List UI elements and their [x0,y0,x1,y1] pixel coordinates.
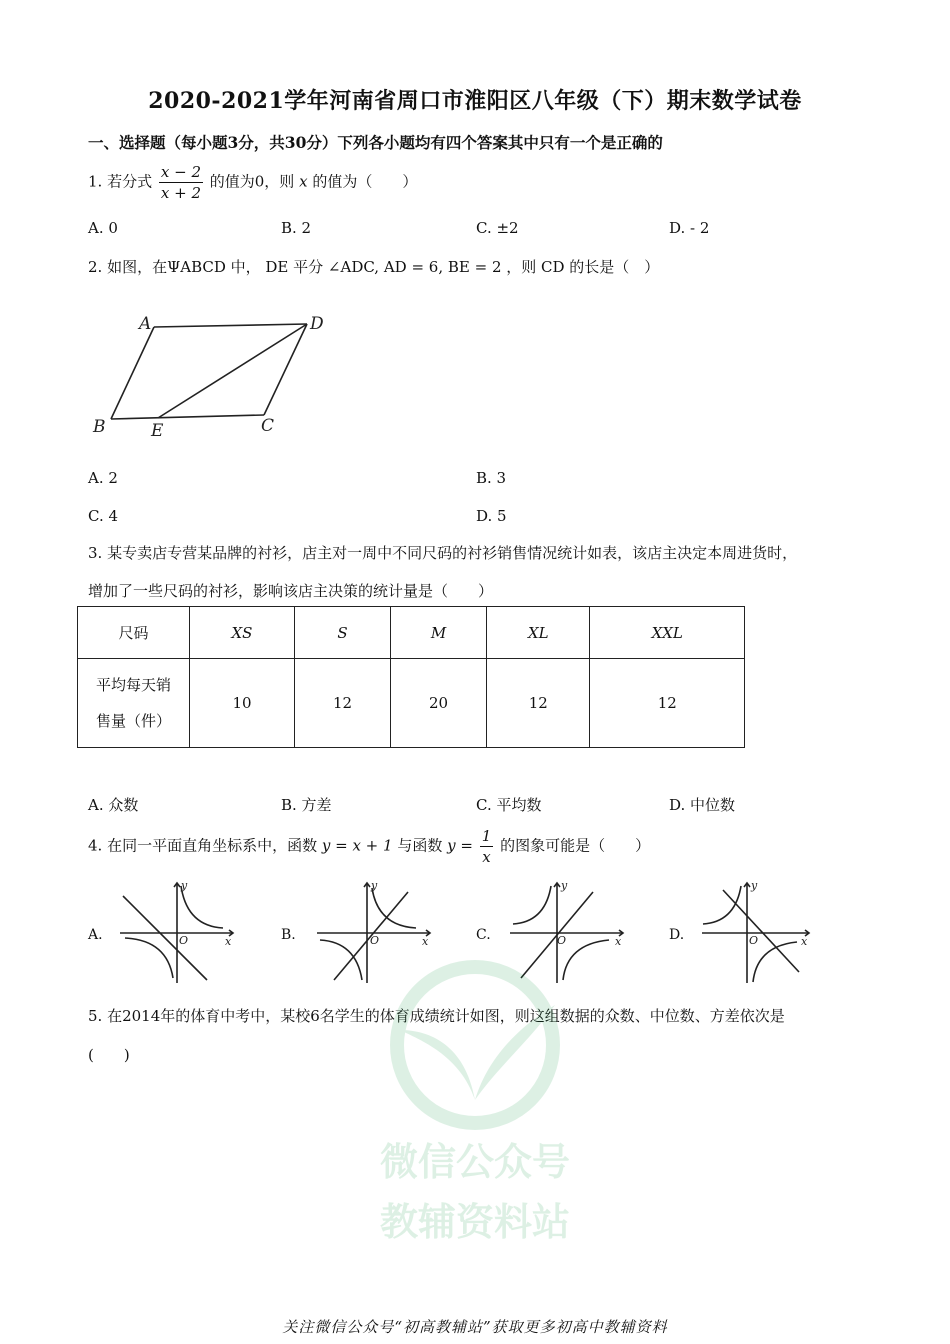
table-header-row [78,607,745,659]
side-ab [111,327,154,419]
q4-func2-lhs: y = [447,836,473,855]
watermark-ring [397,967,553,1123]
watermark-line1: 微信公众号 [379,1140,571,1184]
origin-label: O [557,934,567,947]
label-b: B [93,417,106,437]
value-xl: 12 [487,659,590,748]
size-m: M [391,607,487,659]
graph-a [115,878,245,988]
q3-line1: 3. 某专卖店专营某品牌的衬衫，店主对一周中不同尺码的衬衫销售情况统计如表，该店主决定本周进货时， [88,544,798,562]
q4-mid: 与函数 [397,836,443,855]
question-1 [88,162,417,203]
q4-numerator: 1 [481,827,492,845]
x-label: x [422,935,429,948]
watermark-line2: 教辅资料站 [379,1200,571,1244]
hyperbola-branch-1 [513,886,551,924]
size-sales-table [77,606,745,748]
q3-option-d: D. 中位数 [669,796,736,814]
hyperbola-branch-1 [703,886,741,924]
q4-func1: y = x + 1 [321,836,393,855]
line-graph [123,896,207,980]
label-a: A [139,314,152,334]
q4-suffix: 的图象可能是（ ） [500,836,651,855]
q5-line2: ( ) [88,1046,130,1064]
label-c: C [261,416,275,436]
x-label: x [225,935,232,948]
q1-option-b: B. 2 [281,219,312,237]
y-label: y [371,879,378,892]
graph-d [697,878,827,988]
row-label-line1: 平均每天销 [95,676,171,694]
q1-numerator: x − 2 [160,163,201,181]
q2-option-b: B. 3 [476,469,507,487]
q4-fraction [480,826,494,867]
parallelogram-figure [85,305,345,445]
watermark-logo [340,960,610,1250]
q4-option-d-label: D. [669,927,685,943]
q4-denominator: x [482,848,491,866]
hyperbola-branch-2 [125,938,173,978]
x-label: x [801,935,808,948]
y-label: y [181,879,188,892]
q3-option-a: A. 众数 [88,796,139,814]
q2-option-d: D. 5 [476,507,507,525]
q1-denominator: x + 2 [160,184,201,202]
q4-option-b-label: B. [281,927,296,943]
q1-var: x [299,172,308,191]
q2-option-a: A. 2 [88,469,118,487]
question-2: 2. 如图，在ΨABCD 中， DE 平分 ∠ADC, AD = 6, BE = 2 ，则 CD 的长是（ ） [88,258,660,276]
page-footer: 关注微信公众号“初高教辅站”获取更多初高中教辅资料 [282,1318,668,1336]
value-xs: 10 [190,659,295,748]
row-label [78,659,190,748]
size-xl: XL [487,607,590,659]
value-m: 20 [391,659,487,748]
x-label: x [615,935,622,948]
origin-label: O [370,934,380,947]
side-bc [111,415,264,419]
hyperbola-branch-1 [181,886,223,928]
q1-suffix: 的值为（ ） [312,172,418,191]
q5-line1: 5. 在2014年的体育中考中，某校6名学生的体育成绩统计如图，则这组数据的众数、中位数、方差依次是 [88,1007,785,1025]
q1-prefix: 1. 若分式 [88,172,153,191]
y-label: y [561,879,568,892]
value-s: 12 [294,659,390,748]
value-xxl: 12 [590,659,745,748]
q4-option-c-label: C. [476,927,491,943]
origin-label: O [749,934,759,947]
y-label: y [751,879,758,892]
q1-option-c: C. ±2 [476,219,519,237]
section-heading: 一、选择题（每小题3分，共30分）下列各小题均有四个答案其中只有一个是正确的 [88,133,663,152]
question-4 [88,826,650,867]
q4-prefix: 4. 在同一平面直角坐标系中，函数 [88,836,318,855]
label-e: E [151,421,164,441]
q3-option-c: C. 平均数 [476,796,542,814]
side-ad [154,324,307,327]
page-title: 2020-2021学年河南省周口市淮阳区八年级（下）期末数学试卷 [148,88,802,114]
q2-option-c: C. 4 [88,507,119,525]
q1-option-d: D. - 2 [669,219,710,237]
q1-mid: 的值为0，则 [209,172,295,191]
q1-option-a: A. 0 [88,219,118,237]
size-s: S [294,607,390,659]
q1-fraction [159,162,203,203]
origin-label: O [179,934,189,947]
size-xxl: XXL [590,607,745,659]
q3-line2: 增加了一些尺码的衬衫，影响该店主决策的统计量是（ ） [88,582,494,600]
row-label-line2: 售量（件） [95,712,171,730]
q4-option-a-label: A. [88,927,103,943]
table-row [78,659,745,748]
header-label: 尺码 [78,607,190,659]
q3-option-b: B. 方差 [281,796,332,814]
label-d: D [310,314,324,334]
size-xs: XS [190,607,295,659]
